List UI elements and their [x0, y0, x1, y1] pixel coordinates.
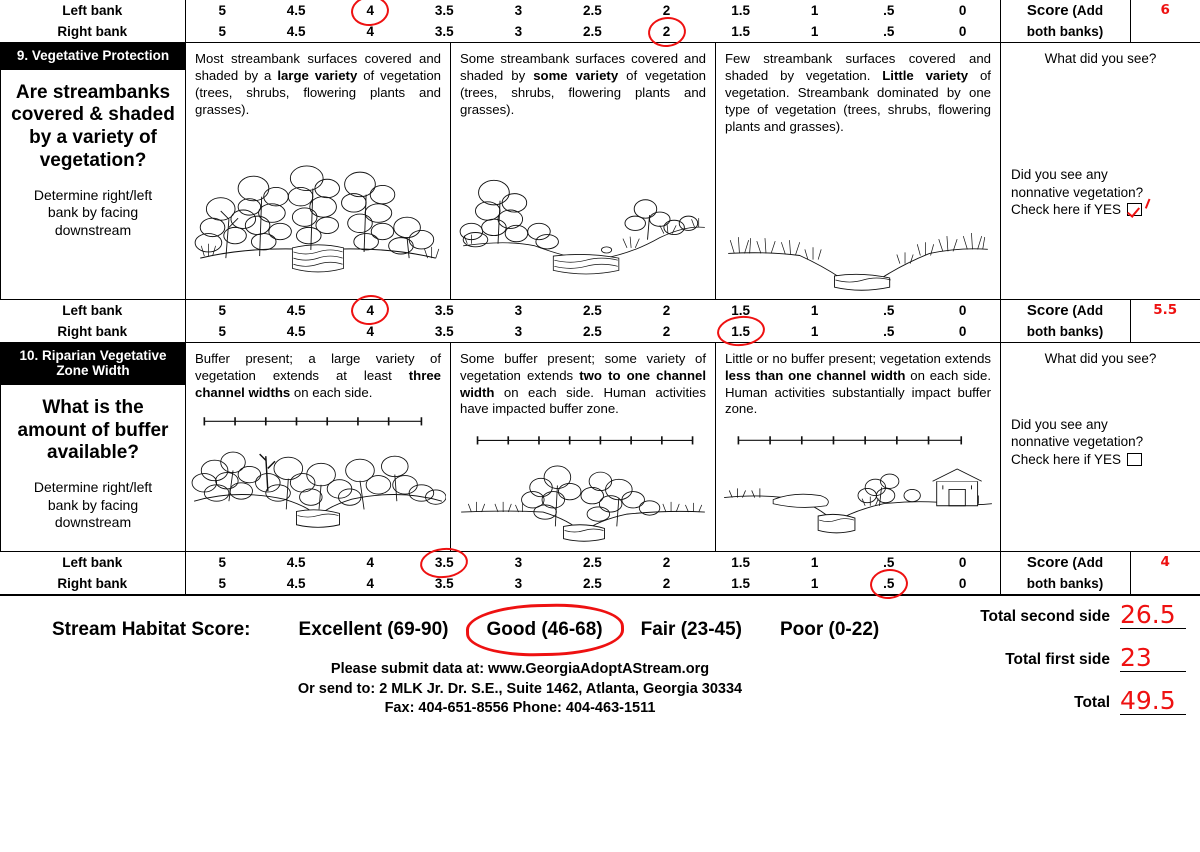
total-label: Total — [1074, 694, 1110, 712]
scale-cell-1[interactable]: 1 — [810, 3, 819, 18]
scale-cell-1_5[interactable]: 1.5 — [731, 576, 750, 592]
right-bank-label: Right bank — [0, 321, 185, 342]
right-bank-label: Right bank — [0, 21, 185, 42]
section-9-option-poor[interactable] — [716, 43, 1001, 300]
scale-cell-2[interactable] — [629, 21, 703, 42]
submit-contact-line: Fax: 404-651-8556 Phone: 404-463-1511 — [384, 700, 656, 717]
total-second-side-label: Total second side — [980, 608, 1110, 626]
scale-cell-3[interactable]: 3 — [514, 555, 523, 571]
scale-cell-1[interactable]: 1 — [810, 555, 819, 571]
totals-block — [980, 602, 1186, 731]
table-row[interactable] — [0, 0, 1200, 21]
scale-cell-4[interactable]: 4 — [366, 555, 374, 571]
section-9-score-table — [0, 300, 1200, 342]
section-9-title: 9. Vegetative Protection — [1, 43, 185, 70]
scale-cell-0[interactable]: 0 — [958, 24, 967, 39]
scale-cell-3[interactable]: 3 — [514, 24, 523, 39]
nonnative-checkbox-10[interactable] — [1127, 453, 1142, 466]
circled-selection: 4 — [366, 0, 374, 21]
scale-cell-4[interactable]: 4 — [366, 576, 374, 592]
scale-cell-3[interactable]: 3 — [514, 3, 523, 18]
scale-cell-4_5[interactable]: 4.5 — [286, 24, 306, 39]
section-9-option-good[interactable] — [451, 43, 716, 300]
section-10-illustration-poor — [716, 422, 1000, 551]
total-row — [980, 688, 1186, 715]
score-label: Score (Add both banks) — [1000, 0, 1130, 42]
scale-cell-5[interactable]: 5 — [218, 555, 227, 571]
section-10-option-good[interactable] — [451, 342, 716, 551]
section-10-subnote: Determine right/left bank by facing downstream — [33, 479, 153, 531]
section-10-option-excellent[interactable] — [186, 342, 451, 551]
section-9-illustration-poor — [716, 139, 1000, 298]
circled-selection: 1.5 — [731, 321, 750, 342]
score-label: Score (Add both banks) — [1000, 552, 1130, 594]
scale-cell-0_5[interactable]: .5 — [883, 3, 895, 18]
scale-cell-0[interactable]: 0 — [958, 302, 967, 318]
submit-address-line: Or send to: 2 MLK Jr. Dr. S.E., Suite 1462, Atlanta, Georgia 30334 — [297, 680, 743, 697]
total-second-side-row — [980, 602, 1186, 629]
scale-cell-5[interactable]: 5 — [218, 24, 227, 39]
section-9-table — [0, 42, 1200, 300]
rating-fair[interactable]: Fair (23-45) — [640, 619, 742, 641]
scale-cell-4[interactable] — [333, 300, 407, 321]
section-9-bank-rows — [0, 300, 1200, 342]
section-10-option-poor[interactable] — [716, 342, 1001, 551]
circled-selection: .5 — [883, 573, 894, 594]
stream-habitat-score-label: Stream Habitat Score: — [52, 619, 251, 641]
scale-cell-0_5[interactable]: .5 — [883, 24, 895, 39]
scale-cell-1_5[interactable]: 1.5 — [731, 555, 750, 571]
scale-cell-3_5[interactable]: 3.5 — [434, 576, 454, 592]
rating-poor[interactable]: Poor (0-22) — [779, 619, 880, 641]
table-row[interactable] — [0, 300, 1200, 321]
scale-cell-2_5[interactable]: 2.5 — [583, 323, 602, 339]
section-10-bank-rows — [0, 552, 1200, 594]
scale-cell-4[interactable] — [333, 0, 407, 21]
total-first-side-label: Total first side — [1005, 651, 1110, 669]
nonnative-checkbox-9[interactable] — [1127, 203, 1142, 216]
scale-cell-0_5[interactable]: .5 — [883, 555, 895, 571]
scale-cell-3_5[interactable] — [407, 552, 481, 573]
rating-excellent[interactable]: Excellent (69-90) — [298, 619, 449, 641]
section-10-desc-poor: Little or no buffer present; vegetation extends less than one channel width on each side. Human activities substantially impact buffer zone. — [725, 350, 991, 417]
scale-cell-2[interactable]: 2 — [662, 302, 671, 318]
section-9-illustration-good — [451, 123, 715, 283]
section-9-option-excellent[interactable] — [186, 43, 451, 300]
table-row[interactable] — [0, 552, 1200, 573]
scale-cell-1[interactable]: 1 — [810, 323, 819, 339]
left-bank-label: Left bank — [0, 300, 185, 321]
scale-cell-3_5[interactable]: 3.5 — [434, 24, 454, 39]
scale-cell-0[interactable]: 0 — [958, 576, 967, 592]
scale-cell-2[interactable]: 2 — [662, 323, 671, 339]
top-partial-score-table — [0, 0, 1200, 42]
scale-cell-2[interactable]: 2 — [662, 576, 671, 592]
scale-cell-5[interactable]: 5 — [218, 3, 227, 18]
scale-cell-0_5[interactable]: .5 — [883, 302, 895, 318]
section-10-desc-excellent: Buffer present; a large variety of vegetation extends at least three channel widths on each side. — [195, 350, 441, 400]
scale-cell-5[interactable]: 5 — [218, 302, 227, 318]
nonnative-question-9: Did you see any nonnative vegetation? Check here if YES — [1011, 167, 1144, 218]
section-10-question: What is the amount of buffer available? — [17, 396, 169, 464]
scale-cell-3[interactable]: 3 — [514, 302, 523, 318]
scale-cell-0[interactable]: 0 — [958, 323, 967, 339]
nonnative-question-10: Did you see any nonnative vegetation? Check here if YES — [1011, 416, 1144, 467]
section-10-header-cell — [1, 342, 186, 551]
scale-cell-0_5[interactable] — [852, 573, 926, 594]
score-label: Score (Add both banks) — [1000, 300, 1130, 342]
section-9-observation-cell — [1001, 43, 1200, 300]
circled-selection: 3.5 — [435, 552, 454, 573]
scale-cell-4_5[interactable]: 4.5 — [286, 3, 306, 18]
section-10-table — [0, 342, 1200, 552]
scale-cell-0[interactable]: 0 — [958, 3, 967, 18]
scale-cell-4[interactable]: 4 — [366, 323, 374, 339]
scale-cell-4_5[interactable]: 4.5 — [286, 555, 306, 571]
section-9-header-cell — [1, 43, 186, 300]
scale-cell-1_5[interactable]: 1.5 — [731, 24, 750, 39]
scale-cell-4_5[interactable]: 4.5 — [286, 323, 306, 339]
circled-selection: 2 — [663, 21, 671, 42]
circled-selection: 4 — [366, 300, 374, 321]
scale-cell-1[interactable]: 1 — [810, 576, 819, 592]
scale-cell-3_5[interactable]: 3.5 — [434, 302, 454, 318]
section-10-observation-cell — [1001, 342, 1200, 551]
section-9-desc-good: Some streambank surfaces covered and shaded by some variety of vegetation (trees, shrubs, flowering plants and grasses). — [460, 51, 706, 117]
scale-cell-3_5[interactable]: 3.5 — [434, 323, 454, 339]
scale-cell-4[interactable]: 4 — [366, 24, 374, 39]
left-bank-label: Left bank — [0, 552, 185, 573]
scale-cell-2[interactable]: 2 — [662, 3, 671, 18]
scale-cell-1_5[interactable]: 1.5 — [731, 302, 750, 318]
scale-cell-2_5[interactable]: 2.5 — [583, 302, 602, 318]
total-value[interactable]: 49.5 — [1120, 688, 1186, 715]
scale-cell-2_5[interactable]: 2.5 — [583, 555, 602, 571]
scale-cell-3[interactable]: 3 — [514, 323, 523, 339]
scale-cell-3[interactable]: 3 — [514, 576, 523, 592]
scale-cell-2[interactable]: 2 — [662, 555, 671, 571]
score-value[interactable]: 4 — [1130, 552, 1200, 594]
score-value[interactable]: 6 — [1130, 0, 1200, 42]
scale-cell-1_5[interactable]: 1.5 — [731, 3, 750, 18]
scale-cell-0[interactable]: 0 — [958, 555, 967, 571]
what-did-you-see-label: What did you see? — [1044, 51, 1157, 66]
scale-cell-1[interactable]: 1 — [810, 24, 819, 39]
footer — [0, 596, 1200, 719]
section-10-score-table — [0, 552, 1200, 594]
scale-cell-2_5[interactable]: 2.5 — [583, 576, 602, 592]
section-10-title: 10. Riparian Vegetative Zone Width — [1, 343, 185, 385]
section-9-question: Are streambanks covered & shaded by a variety of vegetation? — [11, 81, 175, 171]
score-value[interactable]: 5.5 — [1130, 300, 1200, 342]
total-first-side-value[interactable]: 23 — [1120, 645, 1186, 672]
section-9-subnote: Determine right/left bank by facing downstream — [33, 186, 153, 238]
section-9-illustration-excellent — [186, 123, 450, 283]
total-second-side-value[interactable]: 26.5 — [1120, 602, 1186, 629]
scale-cell-5[interactable]: 5 — [218, 576, 227, 592]
scale-cell-1_5[interactable] — [704, 321, 778, 342]
top-bank-rows — [0, 0, 1200, 42]
section-10-desc-good: Some buffer present; some variety of vegetation extends two to one channel width on each side. Human activities have impacted buffer zone. — [460, 350, 707, 417]
scale-cell-3_5[interactable]: 3.5 — [434, 3, 454, 18]
left-bank-label: Left bank — [0, 0, 185, 21]
section-9-desc-poor: Few streambank surfaces covered and shaded by vegetation. Little variety of vegetation. Streambank dominated by one type of vegetation (trees, shrubs, flowering plants and grasses). — [725, 51, 991, 134]
section-9-desc-excellent: Most streambank surfaces covered and shaded by a large variety of vegetation (trees, shrubs, flowering plants and grasses). — [195, 51, 442, 117]
scale-cell-4_5[interactable]: 4.5 — [286, 576, 306, 592]
scale-cell-1[interactable]: 1 — [810, 302, 819, 318]
right-bank-label: Right bank — [0, 573, 185, 594]
scale-cell-4_5[interactable]: 4.5 — [286, 302, 306, 318]
scale-cell-5[interactable]: 5 — [218, 323, 227, 339]
total-first-side-row — [980, 645, 1186, 672]
submit-url-line[interactable]: Please submit data at: www.GeorgiaAdoptAStream.org — [330, 661, 710, 678]
section-10-illustration-excellent — [186, 405, 450, 534]
scale-cell-2_5[interactable]: 2.5 — [583, 24, 602, 39]
scale-cell-2_5[interactable]: 2.5 — [583, 3, 602, 18]
rating-good[interactable]: Good (46-68) — [486, 619, 603, 641]
section-10-illustration-good — [451, 422, 715, 551]
what-did-you-see-label: What did you see? — [1044, 350, 1157, 366]
scale-cell-0_5[interactable]: .5 — [883, 323, 895, 339]
